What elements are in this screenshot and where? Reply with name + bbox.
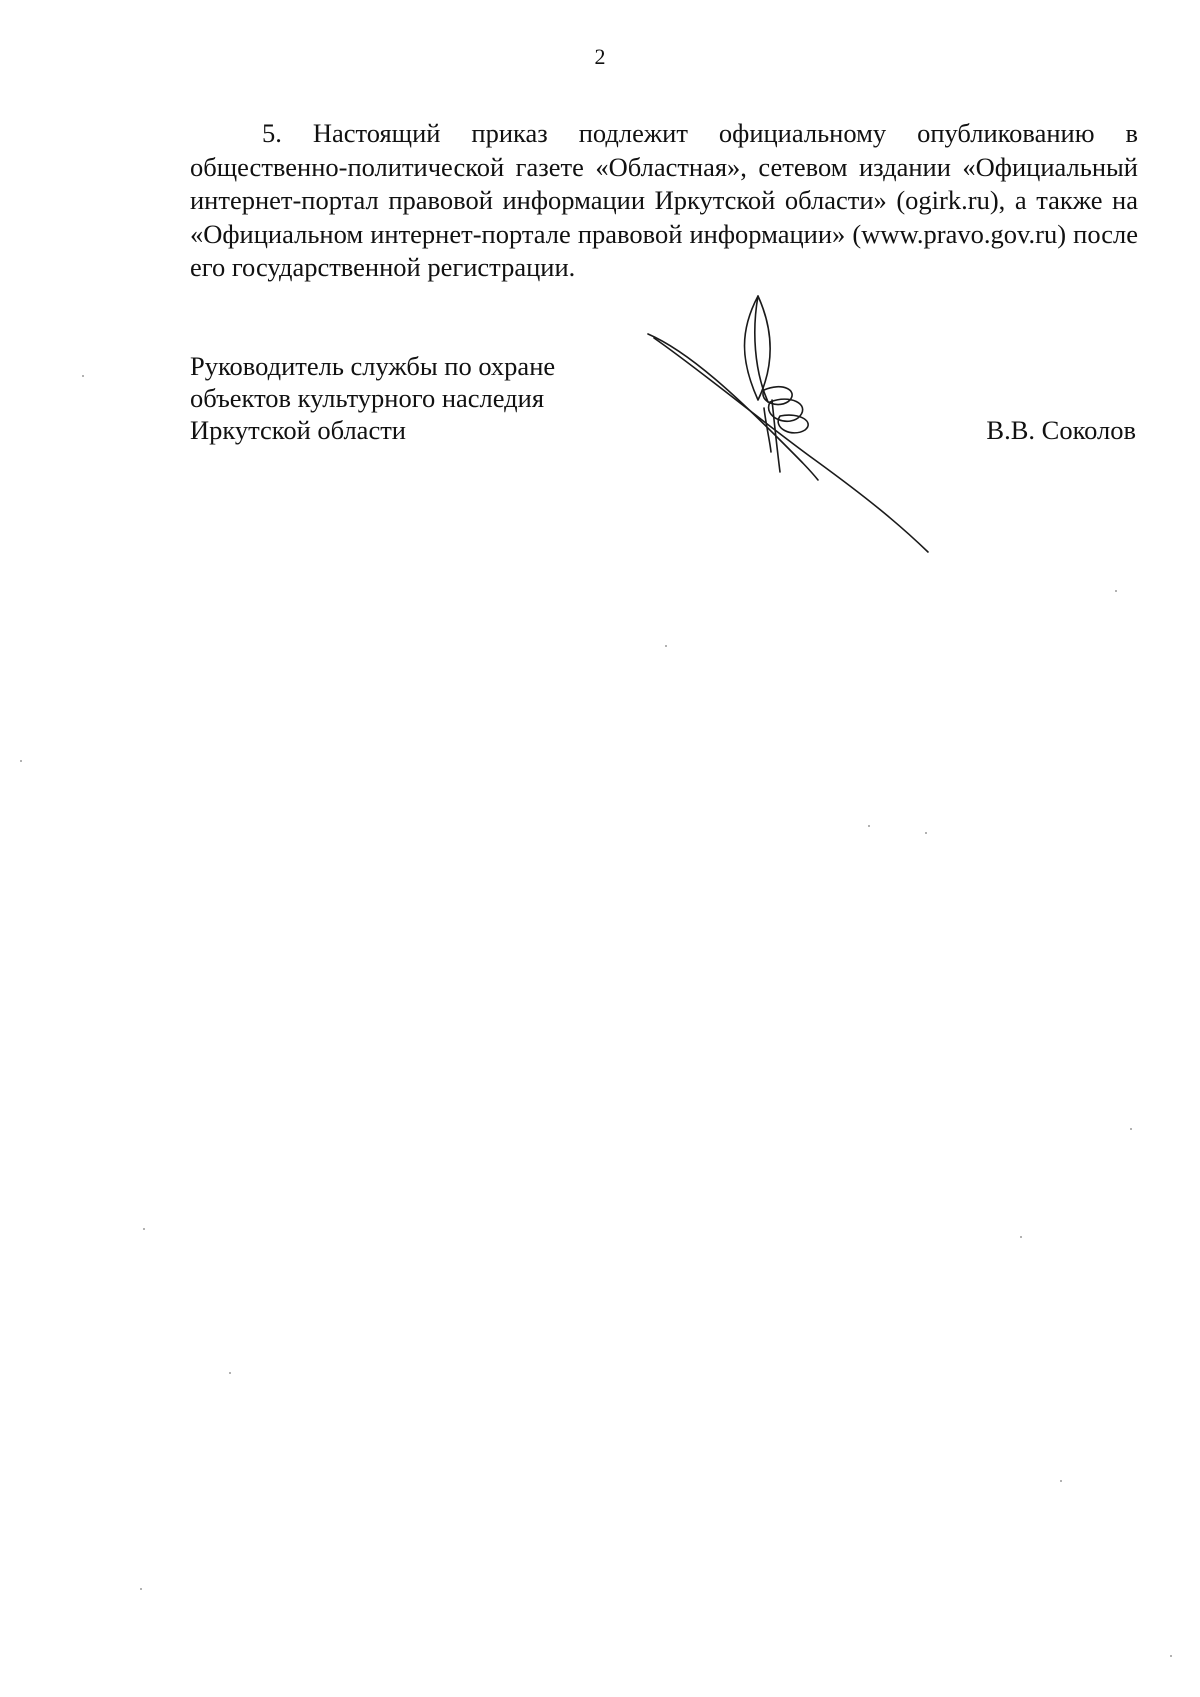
signer-name: В.В. Соколов [986, 415, 1136, 445]
scan-speck [1115, 590, 1117, 592]
signatory-position [190, 350, 555, 446]
position-line: Руководитель службы по охране [190, 351, 556, 381]
page-number: 2 [594, 44, 606, 69]
scan-speck [1020, 1236, 1022, 1238]
handwritten-signature [640, 290, 940, 560]
scan-speck [82, 375, 84, 377]
scan-speck [1060, 1480, 1062, 1482]
scan-speck [143, 1228, 145, 1230]
paragraph-5: 5. Настоящий приказ подлежит официальному опубликованию в общественно-политической газете «Областная», сетевом издании «Официальный интернет-портал правовой информации Иркутской области» (ogirk.ru), а также на «Официальном интернет-портале правовой информации» (www.pravo.gov.ru) после его государственной регистрации. [190, 118, 1138, 282]
position-line: объектов культурного наследия [190, 383, 545, 413]
scan-speck [868, 825, 870, 827]
scan-speck [925, 832, 927, 834]
scan-speck [1130, 1128, 1132, 1130]
scan-speck [20, 760, 22, 762]
scan-speck [140, 1588, 142, 1590]
scan-speck [1170, 1655, 1172, 1657]
scan-speck [229, 1372, 231, 1374]
position-line: Иркутской области [190, 415, 406, 445]
scan-speck [665, 645, 667, 647]
